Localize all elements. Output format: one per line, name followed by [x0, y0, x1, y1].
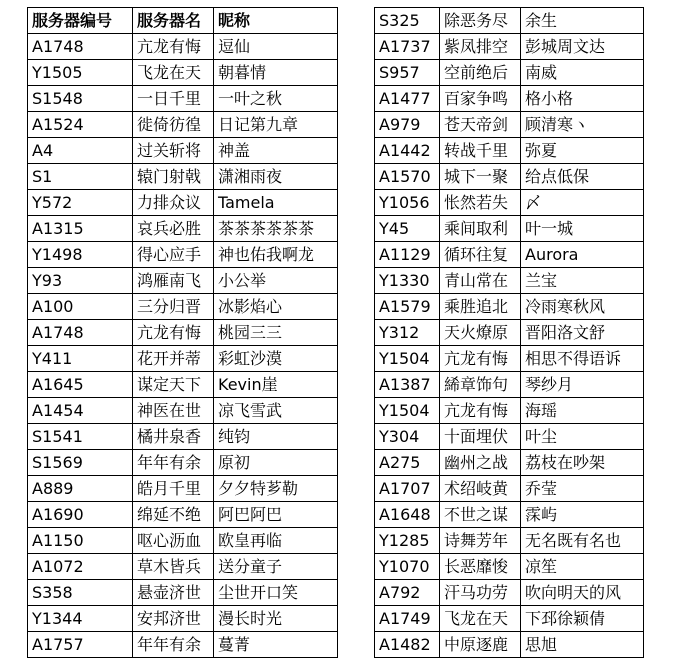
- server-id-cell: Y1504: [375, 346, 440, 372]
- server-name-cell: 过关斩将: [133, 138, 214, 164]
- server-id-cell: Y93: [28, 268, 133, 294]
- server-name-cell: 悬壶济世: [133, 580, 214, 606]
- server-id-cell: A1645: [28, 372, 133, 398]
- server-id-cell: Y312: [375, 320, 440, 346]
- table-row: [28, 554, 338, 580]
- server-name-cell: 亢龙有悔: [440, 398, 521, 424]
- server-id-cell: A1748: [28, 320, 133, 346]
- nickname-cell: 冷雨寒秋风: [521, 294, 644, 320]
- nickname-cell: Aurora: [521, 242, 644, 268]
- nickname-cell: 下邳徐颖倩: [521, 606, 644, 632]
- server-name-cell: 幽州之战: [440, 450, 521, 476]
- server-name-cell: 谋定天下: [133, 372, 214, 398]
- server-id-cell: A889: [28, 476, 133, 502]
- server-name-cell: 紫凤排空: [440, 34, 521, 60]
- table-row: [28, 268, 338, 294]
- right-table-body: [375, 8, 644, 658]
- nickname-cell: 尘世开口笑: [214, 580, 338, 606]
- server-name-cell: 橘井泉香: [133, 424, 214, 450]
- table-row: [28, 580, 338, 606]
- server-id-cell: A1454: [28, 398, 133, 424]
- table-row: [375, 320, 644, 346]
- server-name-cell: 不世之谋: [440, 502, 521, 528]
- server-id-cell: A4: [28, 138, 133, 164]
- server-id-cell: A1579: [375, 294, 440, 320]
- server-name-cell: 汗马功劳: [440, 580, 521, 606]
- server-id-cell: A792: [375, 580, 440, 606]
- header-row: [28, 8, 338, 34]
- server-name-cell: 苍天帝剑: [440, 112, 521, 138]
- server-id-cell: S325: [375, 8, 440, 34]
- table-row: [375, 606, 644, 632]
- server-id-cell: Y1504: [375, 398, 440, 424]
- server-name-cell: 皓月千里: [133, 476, 214, 502]
- server-id-cell: Y45: [375, 216, 440, 242]
- table-row: [375, 476, 644, 502]
- table-row: [28, 60, 338, 86]
- server-name-cell: 神医在世: [133, 398, 214, 424]
- table-row: [375, 112, 644, 138]
- nickname-cell: 琴纱月: [521, 372, 644, 398]
- server-name-cell: 一日千里: [133, 86, 214, 112]
- server-id-cell: S1548: [28, 86, 133, 112]
- server-id-cell: S1541: [28, 424, 133, 450]
- nickname-cell: 叶尘: [521, 424, 644, 450]
- table-row: [375, 34, 644, 60]
- nickname-cell: 桃园三三: [214, 320, 338, 346]
- table-row: [375, 528, 644, 554]
- server-id-cell: Y1070: [375, 554, 440, 580]
- nickname-cell: 彭城周文达: [521, 34, 644, 60]
- server-id-cell: A1387: [375, 372, 440, 398]
- nickname-cell: 神也佑我啊龙: [214, 242, 338, 268]
- nickname-cell: 荔枝在吵架: [521, 450, 644, 476]
- server-id-cell: A1315: [28, 216, 133, 242]
- table-row: [375, 268, 644, 294]
- server-id-cell: A1129: [375, 242, 440, 268]
- left-server-table: [27, 7, 338, 658]
- server-name-cell: 安邦济世: [133, 606, 214, 632]
- server-id-cell: A1442: [375, 138, 440, 164]
- table-row: [28, 632, 338, 658]
- server-name-cell: 絺章饰句: [440, 372, 521, 398]
- server-id-cell: A1570: [375, 164, 440, 190]
- nickname-cell: 弥夏: [521, 138, 644, 164]
- header-nickname: 昵称: [214, 8, 338, 34]
- table-row: [28, 372, 338, 398]
- server-id-cell: S1: [28, 164, 133, 190]
- table-row: [28, 398, 338, 424]
- table-row: [28, 450, 338, 476]
- table-row: [375, 632, 644, 658]
- server-id-cell: Y1498: [28, 242, 133, 268]
- nickname-cell: 南威: [521, 60, 644, 86]
- server-name-cell: 亢龙有悔: [440, 346, 521, 372]
- table-row: [28, 424, 338, 450]
- nickname-cell: 无名既有名也: [521, 528, 644, 554]
- server-id-cell: A1150: [28, 528, 133, 554]
- table-row: [28, 190, 338, 216]
- server-name-cell: 三分归晋: [133, 294, 214, 320]
- table-row: [375, 554, 644, 580]
- table-row: [28, 320, 338, 346]
- server-id-cell: A979: [375, 112, 440, 138]
- server-name-cell: 草木皆兵: [133, 554, 214, 580]
- table-row: [375, 242, 644, 268]
- server-id-cell: A1690: [28, 502, 133, 528]
- table-row: [375, 138, 644, 164]
- table-row: [375, 580, 644, 606]
- nickname-cell: 彩虹沙漠: [214, 346, 338, 372]
- server-id-cell: Y1330: [375, 268, 440, 294]
- server-id-cell: A1524: [28, 112, 133, 138]
- server-id-cell: S1569: [28, 450, 133, 476]
- server-id-cell: A1482: [375, 632, 440, 658]
- server-id-cell: S358: [28, 580, 133, 606]
- nickname-cell: 逗仙: [214, 34, 338, 60]
- server-id-cell: Y1505: [28, 60, 133, 86]
- server-name-cell: 飞龙在天: [133, 60, 214, 86]
- left-table-body: [28, 34, 338, 658]
- server-id-cell: Y1285: [375, 528, 440, 554]
- server-name-cell: 百家争鸣: [440, 86, 521, 112]
- nickname-cell: 叶一城: [521, 216, 644, 242]
- server-id-cell: A1477: [375, 86, 440, 112]
- table-row: [28, 216, 338, 242]
- table-row: [375, 86, 644, 112]
- table-row: [375, 346, 644, 372]
- header-server-id: 服务器编号: [28, 8, 133, 34]
- server-name-cell: 青山常在: [440, 268, 521, 294]
- table-row: [28, 164, 338, 190]
- server-name-cell: 亢龙有悔: [133, 34, 214, 60]
- table-row: [375, 424, 644, 450]
- server-id-cell: A1648: [375, 502, 440, 528]
- server-name-cell: 绵延不绝: [133, 502, 214, 528]
- nickname-cell: 余生: [521, 8, 644, 34]
- table-row: [375, 60, 644, 86]
- nickname-cell: 神盖: [214, 138, 338, 164]
- server-name-cell: 天火燎原: [440, 320, 521, 346]
- server-name-cell: 除恶务尽: [440, 8, 521, 34]
- server-id-cell: A275: [375, 450, 440, 476]
- table-row: [375, 164, 644, 190]
- server-name-cell: 飞龙在天: [440, 606, 521, 632]
- nickname-cell: 纯钧: [214, 424, 338, 450]
- table-row: [28, 242, 338, 268]
- server-id-cell: Y1056: [375, 190, 440, 216]
- nickname-cell: 霂屿: [521, 502, 644, 528]
- nickname-cell: 茶茶茶茶茶茶: [214, 216, 338, 242]
- table-row: [28, 112, 338, 138]
- table-row: [28, 346, 338, 372]
- server-id-cell: Y1344: [28, 606, 133, 632]
- nickname-cell: 乔莹: [521, 476, 644, 502]
- table-row: [375, 502, 644, 528]
- server-name-cell: 年年有余: [133, 632, 214, 658]
- nickname-cell: 〆: [521, 190, 644, 216]
- table-row: [28, 34, 338, 60]
- nickname-cell: 给点低保: [521, 164, 644, 190]
- server-id-cell: A1072: [28, 554, 133, 580]
- table-row: [28, 528, 338, 554]
- nickname-cell: 兰宝: [521, 268, 644, 294]
- server-id-cell: A100: [28, 294, 133, 320]
- table-row: [375, 398, 644, 424]
- server-id-cell: A1749: [375, 606, 440, 632]
- table-row: [375, 190, 644, 216]
- server-id-cell: Y411: [28, 346, 133, 372]
- server-name-cell: 亢龙有悔: [133, 320, 214, 346]
- server-name-cell: 术绍岐黄: [440, 476, 521, 502]
- table-row: [28, 606, 338, 632]
- table-row: [28, 294, 338, 320]
- server-name-cell: 十面埋伏: [440, 424, 521, 450]
- table-row: [28, 502, 338, 528]
- nickname-cell: 格小格: [521, 86, 644, 112]
- nickname-cell: 小公举: [214, 268, 338, 294]
- nickname-cell: 欧皇再临: [214, 528, 338, 554]
- server-name-cell: 徙倚彷徨: [133, 112, 214, 138]
- nickname-cell: 顾清寒ヽ: [521, 112, 644, 138]
- table-row: [28, 138, 338, 164]
- nickname-cell: 一叶之秋: [214, 86, 338, 112]
- server-id-cell: Y304: [375, 424, 440, 450]
- table-row: [375, 294, 644, 320]
- server-name-cell: 呕心沥血: [133, 528, 214, 554]
- nickname-cell: 吹向明天的风: [521, 580, 644, 606]
- nickname-cell: Kevin崖: [214, 372, 338, 398]
- nickname-cell: 晋阳洛文舒: [521, 320, 644, 346]
- server-name-cell: 年年有余: [133, 450, 214, 476]
- nickname-cell: 原初: [214, 450, 338, 476]
- nickname-cell: 凉笙: [521, 554, 644, 580]
- nickname-cell: 朝暮情: [214, 60, 338, 86]
- server-name-cell: 循环往复: [440, 242, 521, 268]
- nickname-cell: 阿巴阿巴: [214, 502, 338, 528]
- server-name-cell: 得心应手: [133, 242, 214, 268]
- server-name-cell: 鸿雁南飞: [133, 268, 214, 294]
- server-id-cell: A1748: [28, 34, 133, 60]
- server-name-cell: 力排众议: [133, 190, 214, 216]
- server-name-cell: 辕门射戟: [133, 164, 214, 190]
- server-id-cell: A1757: [28, 632, 133, 658]
- table-row: [375, 8, 644, 34]
- nickname-cell: 冰影焰心: [214, 294, 338, 320]
- nickname-cell: Tamela: [214, 190, 338, 216]
- server-name-cell: 花开并蒂: [133, 346, 214, 372]
- server-name-cell: 诗舞芳年: [440, 528, 521, 554]
- right-server-table: [374, 7, 644, 658]
- nickname-cell: 漫长时光: [214, 606, 338, 632]
- nickname-cell: 蔓菁: [214, 632, 338, 658]
- server-id-cell: Y572: [28, 190, 133, 216]
- server-id-cell: A1737: [375, 34, 440, 60]
- server-name-cell: 哀兵必胜: [133, 216, 214, 242]
- server-name-cell: 转战千里: [440, 138, 521, 164]
- server-name-cell: 城下一聚: [440, 164, 521, 190]
- nickname-cell: 日记第九章: [214, 112, 338, 138]
- nickname-cell: 相思不得语诉: [521, 346, 644, 372]
- table-row: [375, 216, 644, 242]
- nickname-cell: 海瑶: [521, 398, 644, 424]
- nickname-cell: 夕夕特芗勒: [214, 476, 338, 502]
- server-id-cell: S957: [375, 60, 440, 86]
- nickname-cell: 送分童子: [214, 554, 338, 580]
- server-id-cell: A1707: [375, 476, 440, 502]
- table-row: [28, 476, 338, 502]
- server-name-cell: 乘间取利: [440, 216, 521, 242]
- table-row: [375, 372, 644, 398]
- table-row: [375, 450, 644, 476]
- nickname-cell: 思旭: [521, 632, 644, 658]
- server-name-cell: 怅然若失: [440, 190, 521, 216]
- server-name-cell: 乘胜追北: [440, 294, 521, 320]
- server-name-cell: 中原逐鹿: [440, 632, 521, 658]
- table-row: [28, 86, 338, 112]
- nickname-cell: 潇湘雨夜: [214, 164, 338, 190]
- nickname-cell: 凉飞雪武: [214, 398, 338, 424]
- server-name-cell: 长恶靡悛: [440, 554, 521, 580]
- header-server-name: 服务器名: [133, 8, 214, 34]
- server-name-cell: 空前绝后: [440, 60, 521, 86]
